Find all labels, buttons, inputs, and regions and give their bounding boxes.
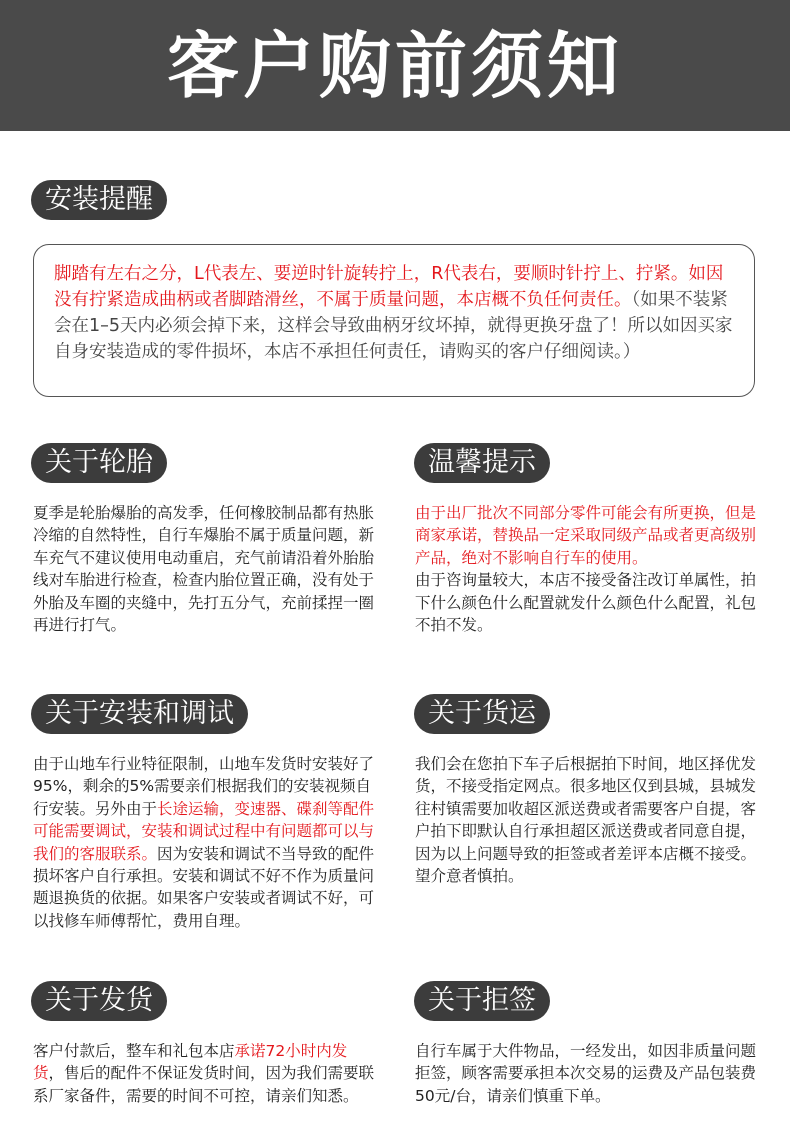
tips-tag: 温馨提示 [414,443,550,483]
refusal-text: 自行车属于大件物品，一经发出，如因非质量问题拒签，顾客需要承担本次交易的运费及产品包装费50元/台，请亲们慎重下单。 [415,1042,757,1105]
tips-text [415,502,760,636]
shipping-text [33,1040,378,1107]
header-banner [0,0,790,131]
page-title: 客户购前须知 [166,23,623,108]
shipping-tag: 关于发货 [31,981,167,1021]
tires-text: 夏季是轮胎爆胎的高发季，任何橡胶制品都有热胀冷缩的自然特性，自行车爆胎不属于质量问题，新车充气不建议使用电动重启，充气前请沿着外胎胎线对车胎进行检查，检查内胎位置正确，没有处于外胎及车圈的夹缝中，先打五分气，充前揉捏一圈再进行打气。 [33,504,375,635]
assembly-text-1: 由于山地车行业特征限制，山地车发货时安装好了95%，剩余的5%需要亲们根据我们的安装视频自行安装。另外由于 [33,755,375,818]
assembly-red-text: 长途运输，变速器、碟刹等配件可能需要调试，安装和调试过程中有问题都可以与我们的客服联系。 [33,799,375,863]
shipping-text-1: 客户付款后，整车和礼包本店 [33,1042,235,1060]
tires-tag: 关于轮胎 [31,443,167,483]
tips-red-text: 由于出厂批次不同部分零件可能会有所更换，但是商家承诺，替换品一定采取同级产品或者更高级别产品，绝对不影响自行车的使用。 [415,504,757,567]
freight-tag: 关于货运 [414,694,550,734]
assembly-text-2: 因为安装和调试不当导致的配件损坏客户自行承担。安装和调试不好不作为质量问题退换货的依据。如果客户安装或者调试不好，可以找修车师傅帮忙，费用自理。 [33,844,375,930]
assembly-tag: 关于安装和调试 [31,694,248,734]
install-reminder-box [33,244,755,397]
shipping-red-text: 承诺72小时内发货 [33,1042,348,1083]
tips-normal-text: 由于咨询量较大，本店不接受备注改订单属性，拍下什么颜色什么配置就发什么颜色什么配置，礼包不拍不发。 [415,571,757,635]
install-reminder-red-text: 脚踏有左右之分，L代表左、要逆时针旋转拧上，R代表右，要顺时针拧上、拧紧。如因没有拧紧造成曲柄或者脚踏滑丝，不属于质量问题，本店概不负任何责任。 [54,264,724,310]
freight-text: 我们会在您拍下车子后根据拍下时间，地区择优发货，不接受指定网点。很多地区仅到县城，县城发往村镇需要加收超区派送费或者需要客户自提，客户拍下即默认自行承担超区派送费或者同意自提，因为以上问题导致的拒签或者差评本店概不接受。望介意者慎拍。 [415,755,757,886]
refusal-tag: 关于拒签 [414,981,550,1021]
install-reminder-normal-text: （如果不装紧会在1–5天内必须会掉下来，这样会导致曲柄牙纹坏掉，就得更换牙盘了！所以如因买家自身安装造成的零件损坏，本店不承担任何责任，请购买的客户仔细阅读。） [54,290,733,362]
install-reminder-tag: 安装提醒 [31,180,167,220]
assembly-text [33,753,378,932]
shipping-text-2: ，售后的配件不保证发货时间，因为我们需要联系厂家备件，需要的时间不可控，请亲们知悉。 [33,1064,375,1105]
